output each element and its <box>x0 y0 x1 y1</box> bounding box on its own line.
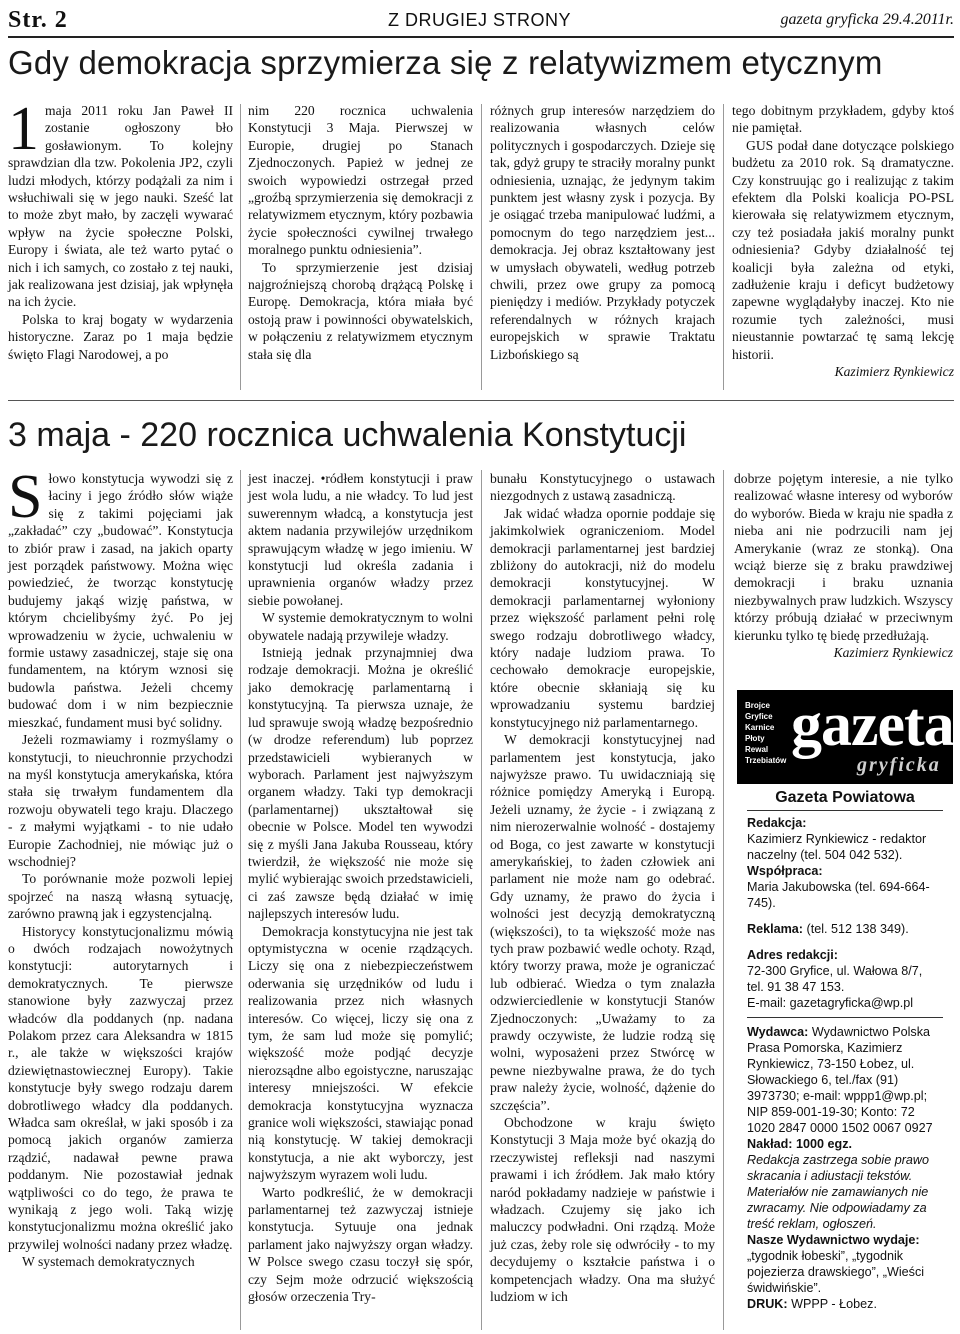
article2-col3-p4: Obchodzone w kraju święto Konstytucji 3 Maja może być okazją do rzeczywistej refleksji nad naszymi prawami i ich źródłem. Jak mało który naród pokładamy nadzieje w państwie i władzach. Czujemy się jako ich maluczcy podwładni. Oni rządzą. Może już czas, żeby role się odwróciły - to my decydujemy o kształcie państwa i o kompetencjach władzy. Ona ma służyć ludziom w ich <box>490 1115 715 1305</box>
article1-col3-p1: różnych grup interesów narzędziem do realizowania własnych celów politycznych i gospodarczych. Dzieje się tak, gdyż grupy te straciły moralny punkt odniesienia, uznając, że jedynym takim punktem jest własny zysk i pozycja. By je osiągać trzeba manipulować ludźmi, a pomocnym do tego narzędziem jest... demokracja. Jej obraz kształtowany jest w umysłach obywateli, według potrzeb chwili, przez owe grupy za pomocą pieniędzy i mediów. Przykłady potyczek referendalnych w różnych krajach europejskich w sprawie Traktatu Lizbońskiego są <box>490 103 715 362</box>
reklama-text: (tel. 512 138 349). <box>806 922 909 936</box>
wspolpraca-text: Maria Jakubowska (tel. 694-664-745). <box>747 880 930 910</box>
article1-headline: Gdy demokracja sprzymierza się z relatywizmem etycznym <box>8 44 883 81</box>
column-divider <box>240 104 241 390</box>
column-divider <box>723 470 724 1330</box>
nasze-text: „tygodnik łobeski”, „tygodnik pojezierza drawskiego”, „Wieści świdwińskie”. <box>747 1249 925 1295</box>
article2-col1-p5: W systemach demokratycznych <box>22 1254 195 1270</box>
page-number: Str. 2 <box>8 7 68 33</box>
column-divider <box>481 470 482 1330</box>
article2-drop-cap: S <box>8 463 43 531</box>
article2-col2-p1: jest inaczej. •ródłem konstytucji i praw jest wola ludu, a nie władcy. To lud jest suwerennym władcą, a konstytucja jest aktem nadania przywilejów urzędnikom sprawującym władzę w jego imieniu. W konstytucji lud określa zadania i uprawnienia organów władzy przez siebie powołanej. <box>248 471 473 608</box>
email-address: E-mail: gazetagryficka@wp.pl <box>747 996 914 1010</box>
article1-column-4 <box>732 102 954 381</box>
article2-col4-p1: dobrze pojętym interesie, a nie tylko realizować własne interesy od wyborów do wyborów. Bieda w kraju nie spadła z nieba ani nie podrzucili nam jej Amerykanie (wraz ze stonką). Ona wciąż bierze się z braku prawdziwej demokracji i braku uznania niezbywalnych praw ludzkich. Wszyscy którzy próbują działać w przeciwnym kierunku tylko tę biedę przedłużają. <box>734 471 953 643</box>
logo-town: Brojce <box>745 701 770 710</box>
imprint-title: Gazeta Powiatowa <box>747 784 943 811</box>
article2-column-1 <box>8 463 233 1271</box>
article2-col2-p2: W systemie demokratycznym to wolni obywatele nadają przywileje władzy. <box>248 610 473 643</box>
gazeta-gryficka-logo <box>737 690 953 784</box>
column-divider <box>240 470 241 1330</box>
column-divider <box>723 104 724 390</box>
article2-column-2 <box>248 470 473 1306</box>
page-header <box>8 5 954 33</box>
nasze-label: Nasze Wydawnictwo wydaje: <box>747 1233 920 1247</box>
article1-column-3 <box>490 102 715 363</box>
druk-label: DRUK: <box>747 1297 788 1311</box>
article2-col3-p1: bunału Konstytucyjnego o ustawach niezgodnych z ustawą zasadniczą. <box>490 471 715 504</box>
article2-col1-p4: Historycy konstytucjonalizmu mówią o dwóch rodzajach nowożytnych konstytucji: autorytarnych i demokratycznych. Te pierwsze stanowione były zazwyczaj przez władców dla poddanych (np. nadana Polakom przez cara Aleksandra w 1815 r., ale także w większości krajów dziewiętnastowiecznej Europy). Takie konstytucje były swego rodzaju darem dobrotliwego władcy dla poddanych. Władca sam określał, w jaki sposób i za pomocą jakich organów zamierza rządzić, nadawał pewne prawa poddanym. Nie pozostawiał jednak wątpliwości co do tego, że prawa te wynikają z jego woli. Taką wizję konstytucjonalizmu można określić jako przywilej wolności nadany przez władzę. <box>8 923 233 1252</box>
article2-column-4 <box>734 470 953 661</box>
naklad-label: Nakład: 1000 egz. <box>747 1137 852 1151</box>
logo-town: Karnice <box>745 723 775 732</box>
imprint-redakcja <box>737 815 953 1011</box>
article1-column-1 <box>8 95 233 363</box>
article1-author: Kazimierz Rynkiewicz <box>834 364 954 380</box>
article1-col1-p2: Polska to kraj bogaty w wydarzenia historyczne. Zaraz po 1 maja będzie święto Flagi Narodowej, a po <box>8 311 233 362</box>
article2-col2-p3: Istnieją jednak przynajmniej dwa rodzaje demokracji. Można je określić jako demokrację parlamentarną i konstytucyjną. Ta pierwsza uznaje, że lud sprawuje swoją władzę bezpośrednio (w drodze referendum) lub poprzez przedstawicieli wybieranych w wyborach. Parlament jest najwyższym organem władzy. Taki typ demokracji (parlamentarnej) ukształtował się obecnie w Polsce. Model ten wywodzi się z myśli Jana Jakuba Rousseau, który twierdził, że większość nie może się mylić wybierając swoich przedstawicieli, ci zaś zawsze będą działać w imię najlepszych interesów ludu. <box>248 645 473 922</box>
adres-line: 72-300 Gryfice, ul. Wałowa 8/7, <box>747 964 923 978</box>
article-separator <box>8 400 954 401</box>
logo-town: Płoty <box>745 734 765 743</box>
article2-col1-p3: To porównanie może pozwoli lepiej spojrzeć na naszą własną sytuację, zarówno prawną jak i egzystencjalną. <box>8 871 233 922</box>
druk-text: WPPP - Łobez. <box>791 1297 877 1311</box>
reklama-label: Reklama: <box>747 922 804 936</box>
column-divider <box>481 104 482 390</box>
article2-author: Kazimierz Rynkiewicz <box>833 645 953 661</box>
article2-col1-p2: Jeżeli rozmawiamy i rozmyślamy o konstytucji, to nieuchronnie przychodzi na myśl konstytucja amerykańska, która stała się trwałym fundamentem dla rozwoju obywateli tego kraju. Dlaczego - z małymi wyjątkami - to nie udało Europie Zachodniej, nie mówiąc już o wschodniej? <box>8 732 233 869</box>
logo-town: Rewal <box>745 745 769 754</box>
article1-col1-p1: maja 2011 roku Jan Paweł II zostanie ogłoszony bło gosławionym. To kolejny sprawdzian dla tzw. Pokolenia JP2, czyli ludzi młodych, którzy podążali za nim i wsłuchiwali się w jego nauki. Sześć lat to może zbyt mało, by zaczęli wywarać wpływ na życie społeczne Polski, Europy i świata, ale też warto pytać o nich i ich samych, co zostało z tej nauki, jak realizowana jest dzisiaj, jak wpłynęła na ich życie. <box>8 103 233 310</box>
logo-town: Trzebiatów <box>745 756 787 765</box>
logo-town: Gryfice <box>745 712 773 721</box>
issue-date: gazeta gryficka 29.4.2011r. <box>780 11 954 28</box>
wydawca-label: Wydawca: <box>747 1025 809 1039</box>
wydawca-text: Wydawnictwo Polska Prasa Pomorska, Kazimierz Rynkiewicz, 73-150 Łobez, ul. Słowackiego 6, tel./fax (91) 3973730; e-mail: wppp1@wp.pl; NIP 859-001-19-30; Konto: 72 1020 2847 0000 1502 0067 0927 <box>747 1025 933 1135</box>
article1-column-2 <box>248 102 473 363</box>
adres-label: Adres redakcji: <box>747 948 838 962</box>
imprint-box <box>737 784 953 1312</box>
article2-col3-p2: Jak widać władza opornie poddaje się jakimkolwiek ograniczeniom. Model demokracji parlamentarnej jest bardziej zbliżony do autokracji, niż do modelu demokracji konstytucyjnej. W demokracji parlamentarnej wyłoniony przez większość parlament pełni rolę swego rodzaju dobrotliwego władcy, który nadaje ludziom prawa. To cechowało demokracje europejskie, które obecnie skłaniają się ku wprowadzaniu systemu bardziej konstytucyjnego niż parlamentarnego. <box>490 505 715 730</box>
article1-col4-p1: tego dobitnym przykładem, gdyby ktoś nie pamiętał. <box>732 103 954 136</box>
article1-drop-cap: 1 <box>8 95 39 163</box>
section-name: Z DRUGIEJ STRONY <box>388 10 572 30</box>
article2-column-3 <box>490 470 715 1306</box>
redakcja-text: Kazimierz Rynkiewicz - redaktor naczelny (tel. 504 042 532). <box>747 832 927 862</box>
imprint-wydawca <box>737 1024 953 1312</box>
wspolpraca-label: Współpraca: <box>747 864 823 878</box>
article1-col4-p2: GUS podał dane dotyczące polskiego budżetu za 2010 rok. Są dramatyczne. Czy konstruując go i realizując z takim efektem dla Polski koalicja PO-PSL kierowała się relatywizmem etycznym, czy też posiadała jakiś moralny punkt odniesienia? Gdyby działalność tej koalicji była zależna od etyki, zadłużenie kraju i deficyt budżetowy zapewne wyglądałyby inaczej. Kto nie rozumie tych zależności, musi nieustannie powtarzać tę samą lekcję historii. <box>732 137 954 362</box>
article2-col1-p1: łowo konstytucja wywodzi się z łaciny i jego źródło słów wiąże się z takimi pojęciami jak „zakładać” czy „budować”. Konstytucja to zbiór praw i zasad, na jakich oparty jest porządek państwowy. Można więc powiedzieć, że tworząc konstytucję budujemy jakąś wizję państwa, w którym chcielibyśmy żyć. Po jej wprowadzeniu w życie, uchwaleniu w formie ustawy zasadniczej, staje się ona fundamentem, na którym wznosi się budowla państwa. Jeżeli chcemy budować dom i w nim bezpiecznie mieszkać, fundament musi być solidny. <box>8 471 233 730</box>
logo-subname: gryficka <box>857 754 941 776</box>
imprint-divider <box>747 1017 943 1018</box>
article2-col2-p5: Warto podkreślić, że w demokracji parlamentarnej też zazwyczaj istnieje konstytucja. Sytuuje ona jednak parlament jako najwyższy organ władzy. W Polsce swego czasu toczył się spór, czy Sejm może odrzucić większością głosów orzeczenia Try- <box>248 1184 473 1305</box>
logo-towns <box>745 700 786 766</box>
redakcja-label: Redakcja: <box>747 816 807 830</box>
article1-col2-p1: nim 220 rocznica uchwalenia Konstytucji 3 Maja. Pierwszej w Europie, drugiej po Stanach Zjednoczonych. Papież w jednej ze swoich wypowiedzi ostrzegał przed „groźbą sprzymierzenia się demokracji z relatywizmem etycznym, który pozbawia życie społeczności cywilnej trwałego moralnego punktu odniesienia”. <box>248 103 473 258</box>
article2-headline: 3 maja - 220 rocznica uchwalenia Konstytucji <box>8 416 687 454</box>
article1-col2-p2: To sprzymierzenie jest dzisiaj najgroźniejszą chorobą drążącą Polskę i Europę. Demokracja, która miała być ostoją praw i powinności obywatelskich, w połączeniu z relatywizmem etycznym stała się dla <box>248 259 473 362</box>
header-rule <box>8 36 954 38</box>
article2-col3-p3: W demokracji konstytucyjnej nad parlamentem jest konstytucja, jako najwyższe prawo. Tu uwidaczniają się różnice pomiędzy Ameryką i Europą. Jeżeli uznamy, że życie - i związaną z nim nierozerwalnie wolność - dostajemy od Boga, co jest zawarte w konstytucji amerykańskiej, to żaden człowiek ani parlament nie może nam go odebrać. Gdy uznamy, że prawo do życia i wolności jest decyzją demokratyczną (większości), to ta większość może nas tych praw pozbawić wedle ochoty. Rząd, który tworzy prawa, może je ograniczać lub odbierać. Wiedza o tym znalazła odzwierciedlenie w konstytucji Stanów Zjednoczonych: „Uważamy to za prawdy oczywiste, że ludzie rodzą się wolni, wyposażeni przez Stwórcę w pewne niezbywalne prawa, że do tych praw należy życie, wolność, dążenie do szczęścia”. <box>490 732 715 1113</box>
logo-name: gazeta <box>791 691 954 759</box>
disclaimer: Redakcja zastrzega sobie prawo skracania i adiustacji tekstów. Materiałów nie zamawianych nie zwracamy. Nie odpowiadamy za treść reklam, ogłoszeń. <box>747 1153 930 1231</box>
article2-col2-p4: Demokracja konstytucyjna nie jest tak optymistyczna w ocenie rządzących. Liczy się ona z niebezpieczeństwem oderwania się urzędników od ludu i realizowania przez nich własnych interesów. Co więcej, liczy się ona z tym, że sam lud może się pomylić; większość może podjąć decyzje nierozsądne albo egoistyczne, naruszając interesy mniejszości. W efekcie demokracja konstytucyjna wyznacza granice woli większości, stawiając ponad nią konstytucję. W takiej demokracji konstytucja, a nie akt wyborczy, jest najwyższym wyrazem woli ludu. <box>248 923 473 1183</box>
adres-line: tel. 91 38 47 153. <box>747 980 845 994</box>
